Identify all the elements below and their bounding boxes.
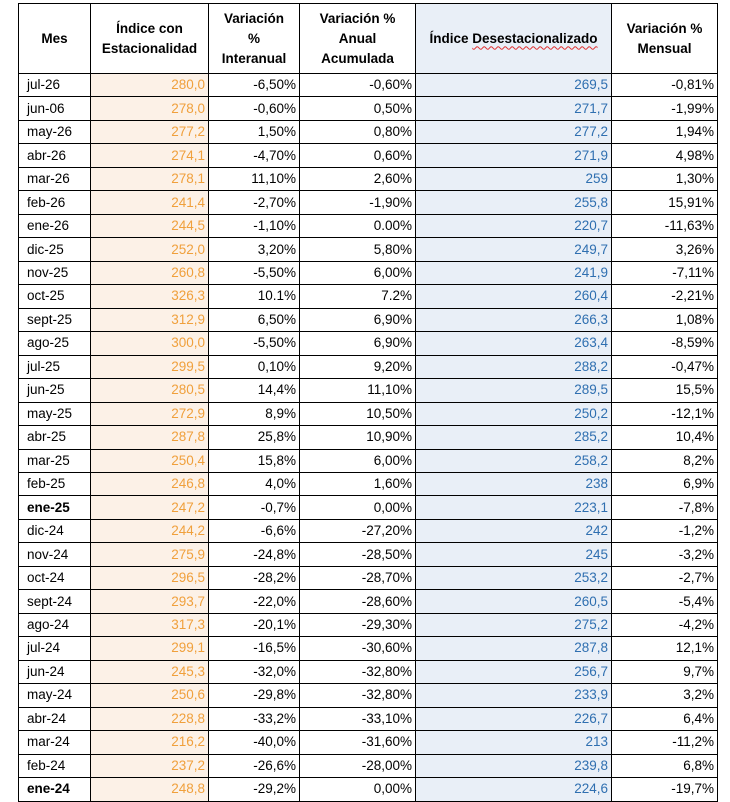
- cell-variacion-mensual: -0,81%: [612, 74, 718, 97]
- table-row: [19, 519, 718, 542]
- cell-indice-desestacionalizado: 258,2: [416, 449, 612, 472]
- cell-indice-estacionalidad: 299,1: [91, 637, 209, 660]
- cell-indice-desestacionalizado: 259: [416, 167, 612, 190]
- cell-indice-desestacionalizado: 220,7: [416, 214, 612, 237]
- table-row: [19, 308, 718, 331]
- cell-indice-desestacionalizado: 242: [416, 519, 612, 542]
- cell-variacion-acumulada: 5,80%: [300, 238, 416, 261]
- cell-variacion-mensual: -3,2%: [612, 543, 718, 566]
- cell-variacion-acumulada: -32,80%: [300, 684, 416, 707]
- cell-mes: mar-24: [19, 731, 91, 754]
- cell-indice-estacionalidad: 275,9: [91, 543, 209, 566]
- cell-variacion-acumulada: 0,00%: [300, 778, 416, 801]
- cell-variacion-acumulada: 6,90%: [300, 332, 416, 355]
- header-variacion-acumulada: Variación % Anual Acumulada: [300, 4, 416, 74]
- cell-variacion-acumulada: 6,00%: [300, 261, 416, 284]
- cell-indice-estacionalidad: 237,2: [91, 754, 209, 777]
- table-row: [19, 590, 718, 613]
- cell-variacion-interanual: 14,4%: [209, 379, 300, 402]
- cell-variacion-mensual: 12,1%: [612, 637, 718, 660]
- cell-variacion-mensual: -7,8%: [612, 496, 718, 519]
- cell-indice-desestacionalizado: 241,9: [416, 261, 612, 284]
- cell-indice-desestacionalizado: 239,8: [416, 754, 612, 777]
- table-row: [19, 426, 718, 449]
- cell-variacion-acumulada: -28,60%: [300, 590, 416, 613]
- cell-mes: nov-24: [19, 543, 91, 566]
- cell-indice-estacionalidad: 216,2: [91, 731, 209, 754]
- cell-mes: feb-26: [19, 191, 91, 214]
- cell-mes: abr-24: [19, 707, 91, 730]
- cell-mes: jun-06: [19, 97, 91, 120]
- cell-mes: feb-25: [19, 472, 91, 495]
- table-row: [19, 214, 718, 237]
- table-row: [19, 261, 718, 284]
- cell-mes: jun-25: [19, 379, 91, 402]
- cell-variacion-interanual: 3,20%: [209, 238, 300, 261]
- cell-variacion-mensual: 4,98%: [612, 144, 718, 167]
- table-row: [19, 496, 718, 519]
- cell-indice-estacionalidad: 326,3: [91, 285, 209, 308]
- cell-indice-estacionalidad: 247,2: [91, 496, 209, 519]
- cell-indice-desestacionalizado: 213: [416, 731, 612, 754]
- cell-indice-desestacionalizado: 260,4: [416, 285, 612, 308]
- cell-variacion-acumulada: 0,00%: [300, 496, 416, 519]
- cell-mes: sept-25: [19, 308, 91, 331]
- cell-variacion-acumulada: 7.2%: [300, 285, 416, 308]
- cell-mes: oct-24: [19, 566, 91, 589]
- cell-variacion-acumulada: -0,60%: [300, 74, 416, 97]
- cell-indice-desestacionalizado: 269,5: [416, 74, 612, 97]
- cell-indice-estacionalidad: 296,5: [91, 566, 209, 589]
- header-mes: Mes: [19, 4, 91, 74]
- cell-indice-desestacionalizado: 253,2: [416, 566, 612, 589]
- cell-indice-desestacionalizado: 249,7: [416, 238, 612, 261]
- cell-indice-desestacionalizado: 288,2: [416, 355, 612, 378]
- cell-variacion-interanual: 10.1%: [209, 285, 300, 308]
- cell-mes: feb-24: [19, 754, 91, 777]
- cell-mes: jul-25: [19, 355, 91, 378]
- cell-indice-desestacionalizado: 287,8: [416, 637, 612, 660]
- cell-variacion-acumulada: -31,60%: [300, 731, 416, 754]
- table-row: [19, 613, 718, 636]
- cell-variacion-acumulada: 0,80%: [300, 120, 416, 143]
- table-row: [19, 684, 718, 707]
- cell-variacion-acumulada: 9,20%: [300, 355, 416, 378]
- cell-variacion-mensual: -0,47%: [612, 355, 718, 378]
- cell-mes: jul-24: [19, 637, 91, 660]
- cell-indice-desestacionalizado: 255,8: [416, 191, 612, 214]
- cell-variacion-interanual: -26,6%: [209, 754, 300, 777]
- table-row: [19, 97, 718, 120]
- cell-indice-desestacionalizado: 271,7: [416, 97, 612, 120]
- table-row: [19, 637, 718, 660]
- cell-variacion-mensual: -11,2%: [612, 731, 718, 754]
- cell-indice-estacionalidad: 293,7: [91, 590, 209, 613]
- table-row: [19, 191, 718, 214]
- cell-variacion-interanual: -4,70%: [209, 144, 300, 167]
- cell-variacion-acumulada: -33,10%: [300, 707, 416, 730]
- table-body: [19, 74, 718, 802]
- cell-variacion-interanual: -29,2%: [209, 778, 300, 801]
- cell-indice-desestacionalizado: 245: [416, 543, 612, 566]
- cell-variacion-acumulada: -28,70%: [300, 566, 416, 589]
- header-indice-desestacionalizado: Índice Desestacionalizado: [416, 4, 612, 74]
- cell-indice-estacionalidad: 241,4: [91, 191, 209, 214]
- cell-mes: abr-26: [19, 144, 91, 167]
- table-row: [19, 167, 718, 190]
- cell-mes: dic-24: [19, 519, 91, 542]
- cell-mes: ene-26: [19, 214, 91, 237]
- cell-mes: ene-25: [19, 496, 91, 519]
- table-row: [19, 74, 718, 97]
- cell-variacion-interanual: -6,50%: [209, 74, 300, 97]
- cell-variacion-mensual: -8,59%: [612, 332, 718, 355]
- cell-variacion-mensual: 8,2%: [612, 449, 718, 472]
- cell-indice-estacionalidad: 248,8: [91, 778, 209, 801]
- cell-indice-desestacionalizado: 224,6: [416, 778, 612, 801]
- cell-mes: may-25: [19, 402, 91, 425]
- table-row: [19, 144, 718, 167]
- cell-indice-estacionalidad: 250,4: [91, 449, 209, 472]
- cell-indice-estacionalidad: 317,3: [91, 613, 209, 636]
- cell-indice-estacionalidad: 299,5: [91, 355, 209, 378]
- cell-indice-estacionalidad: 280,5: [91, 379, 209, 402]
- cell-indice-estacionalidad: 278,1: [91, 167, 209, 190]
- cell-mes: ago-25: [19, 332, 91, 355]
- cell-variacion-mensual: -2,21%: [612, 285, 718, 308]
- cell-variacion-acumulada: -28,00%: [300, 754, 416, 777]
- cell-variacion-mensual: 3,2%: [612, 684, 718, 707]
- cell-variacion-interanual: 8,9%: [209, 402, 300, 425]
- cell-variacion-acumulada: 0,60%: [300, 144, 416, 167]
- table-row: [19, 379, 718, 402]
- cell-variacion-mensual: -7,11%: [612, 261, 718, 284]
- cell-indice-desestacionalizado: 266,3: [416, 308, 612, 331]
- table-row: [19, 754, 718, 777]
- cell-variacion-interanual: 11,10%: [209, 167, 300, 190]
- table-row: [19, 355, 718, 378]
- cell-mes: sept-24: [19, 590, 91, 613]
- table-row: [19, 285, 718, 308]
- cell-indice-estacionalidad: 245,3: [91, 660, 209, 683]
- cell-variacion-interanual: -16,5%: [209, 637, 300, 660]
- table-row: [19, 660, 718, 683]
- cell-variacion-mensual: 6,9%: [612, 472, 718, 495]
- cell-indice-estacionalidad: 272,9: [91, 402, 209, 425]
- cell-variacion-interanual: -24,8%: [209, 543, 300, 566]
- cell-variacion-mensual: -1,99%: [612, 97, 718, 120]
- cell-variacion-mensual: 3,26%: [612, 238, 718, 261]
- cell-variacion-interanual: -5,50%: [209, 332, 300, 355]
- cell-variacion-acumulada: -32,80%: [300, 660, 416, 683]
- cell-variacion-mensual: 1,94%: [612, 120, 718, 143]
- cell-mes: ene-24: [19, 778, 91, 801]
- cell-variacion-interanual: -33,2%: [209, 707, 300, 730]
- cell-variacion-mensual: -12,1%: [612, 402, 718, 425]
- header-indice-estacionalidad: Índice con Estacionalidad: [91, 4, 209, 74]
- cell-mes: jul-26: [19, 74, 91, 97]
- cell-mes: oct-25: [19, 285, 91, 308]
- cell-variacion-acumulada: 11,10%: [300, 379, 416, 402]
- cell-indice-desestacionalizado: 256,7: [416, 660, 612, 683]
- cell-indice-desestacionalizado: 250,2: [416, 402, 612, 425]
- table-row: [19, 332, 718, 355]
- cell-variacion-mensual: -2,7%: [612, 566, 718, 589]
- table-row: [19, 449, 718, 472]
- header-variacion-interanual: Variación % Interanual: [209, 4, 300, 74]
- cell-variacion-mensual: -11,63%: [612, 214, 718, 237]
- cell-indice-desestacionalizado: 289,5: [416, 379, 612, 402]
- cell-variacion-interanual: -1,10%: [209, 214, 300, 237]
- cell-indice-estacionalidad: 252,0: [91, 238, 209, 261]
- data-table: [18, 3, 718, 802]
- cell-variacion-interanual: -0,7%: [209, 496, 300, 519]
- cell-indice-desestacionalizado: 277,2: [416, 120, 612, 143]
- cell-mes: may-26: [19, 120, 91, 143]
- cell-variacion-interanual: 25,8%: [209, 426, 300, 449]
- cell-variacion-mensual: 6,4%: [612, 707, 718, 730]
- cell-variacion-acumulada: 6,90%: [300, 308, 416, 331]
- cell-variacion-interanual: 1,50%: [209, 120, 300, 143]
- table-row: [19, 778, 718, 801]
- cell-indice-desestacionalizado: 275,2: [416, 613, 612, 636]
- cell-variacion-mensual: -1,2%: [612, 519, 718, 542]
- cell-variacion-acumulada: 0,50%: [300, 97, 416, 120]
- cell-mes: mar-25: [19, 449, 91, 472]
- cell-variacion-acumulada: 6,00%: [300, 449, 416, 472]
- cell-indice-estacionalidad: 300,0: [91, 332, 209, 355]
- cell-variacion-acumulada: -27,20%: [300, 519, 416, 542]
- cell-indice-desestacionalizado: 271,9: [416, 144, 612, 167]
- cell-indice-estacionalidad: 278,0: [91, 97, 209, 120]
- table-row: [19, 402, 718, 425]
- table-row: [19, 707, 718, 730]
- cell-variacion-interanual: -22,0%: [209, 590, 300, 613]
- cell-indice-estacionalidad: 274,1: [91, 144, 209, 167]
- header-variacion-mensual: Variación % Mensual: [612, 4, 718, 74]
- cell-variacion-mensual: 15,5%: [612, 379, 718, 402]
- cell-variacion-interanual: 6,50%: [209, 308, 300, 331]
- table-row: [19, 566, 718, 589]
- cell-variacion-interanual: -2,70%: [209, 191, 300, 214]
- cell-variacion-acumulada: -29,30%: [300, 613, 416, 636]
- cell-variacion-acumulada: -28,50%: [300, 543, 416, 566]
- cell-variacion-interanual: -40,0%: [209, 731, 300, 754]
- cell-variacion-mensual: -19,7%: [612, 778, 718, 801]
- cell-variacion-mensual: -5,4%: [612, 590, 718, 613]
- cell-variacion-mensual: 15,91%: [612, 191, 718, 214]
- cell-variacion-interanual: -5,50%: [209, 261, 300, 284]
- cell-indice-estacionalidad: 280,0: [91, 74, 209, 97]
- cell-variacion-interanual: -32,0%: [209, 660, 300, 683]
- cell-variacion-interanual: -28,2%: [209, 566, 300, 589]
- table-row: [19, 120, 718, 143]
- cell-variacion-acumulada: 10,50%: [300, 402, 416, 425]
- cell-variacion-interanual: -29,8%: [209, 684, 300, 707]
- cell-indice-desestacionalizado: 238: [416, 472, 612, 495]
- cell-indice-estacionalidad: 250,6: [91, 684, 209, 707]
- cell-variacion-interanual: 0,10%: [209, 355, 300, 378]
- table-row: [19, 472, 718, 495]
- cell-indice-estacionalidad: 277,2: [91, 120, 209, 143]
- cell-variacion-mensual: -4,2%: [612, 613, 718, 636]
- cell-indice-estacionalidad: 260,8: [91, 261, 209, 284]
- cell-mes: ago-24: [19, 613, 91, 636]
- cell-mes: mar-26: [19, 167, 91, 190]
- cell-variacion-mensual: 1,08%: [612, 308, 718, 331]
- header-row: [19, 4, 718, 74]
- cell-indice-estacionalidad: 244,5: [91, 214, 209, 237]
- cell-variacion-interanual: -20,1%: [209, 613, 300, 636]
- cell-variacion-acumulada: 2,60%: [300, 167, 416, 190]
- cell-mes: abr-25: [19, 426, 91, 449]
- cell-variacion-interanual: 15,8%: [209, 449, 300, 472]
- cell-indice-estacionalidad: 287,8: [91, 426, 209, 449]
- cell-indice-desestacionalizado: 223,1: [416, 496, 612, 519]
- cell-indice-estacionalidad: 228,8: [91, 707, 209, 730]
- cell-variacion-mensual: 6,8%: [612, 754, 718, 777]
- table-row: [19, 238, 718, 261]
- cell-indice-desestacionalizado: 233,9: [416, 684, 612, 707]
- cell-variacion-mensual: 10,4%: [612, 426, 718, 449]
- cell-variacion-acumulada: 10,90%: [300, 426, 416, 449]
- cell-indice-estacionalidad: 312,9: [91, 308, 209, 331]
- cell-variacion-acumulada: -1,90%: [300, 191, 416, 214]
- cell-variacion-acumulada: 0.00%: [300, 214, 416, 237]
- cell-indice-desestacionalizado: 226,7: [416, 707, 612, 730]
- cell-variacion-interanual: -0,60%: [209, 97, 300, 120]
- cell-mes: jun-24: [19, 660, 91, 683]
- cell-indice-desestacionalizado: 260,5: [416, 590, 612, 613]
- cell-variacion-acumulada: 1,60%: [300, 472, 416, 495]
- cell-variacion-acumulada: -30,60%: [300, 637, 416, 660]
- cell-indice-desestacionalizado: 285,2: [416, 426, 612, 449]
- cell-mes: nov-25: [19, 261, 91, 284]
- cell-mes: may-24: [19, 684, 91, 707]
- cell-mes: dic-25: [19, 238, 91, 261]
- cell-variacion-mensual: 1,30%: [612, 167, 718, 190]
- cell-variacion-mensual: 9,7%: [612, 660, 718, 683]
- cell-indice-desestacionalizado: 263,4: [416, 332, 612, 355]
- cell-indice-estacionalidad: 246,8: [91, 472, 209, 495]
- cell-variacion-interanual: 4,0%: [209, 472, 300, 495]
- table-row: [19, 731, 718, 754]
- cell-variacion-interanual: -6,6%: [209, 519, 300, 542]
- cell-indice-estacionalidad: 244,2: [91, 519, 209, 542]
- table-row: [19, 543, 718, 566]
